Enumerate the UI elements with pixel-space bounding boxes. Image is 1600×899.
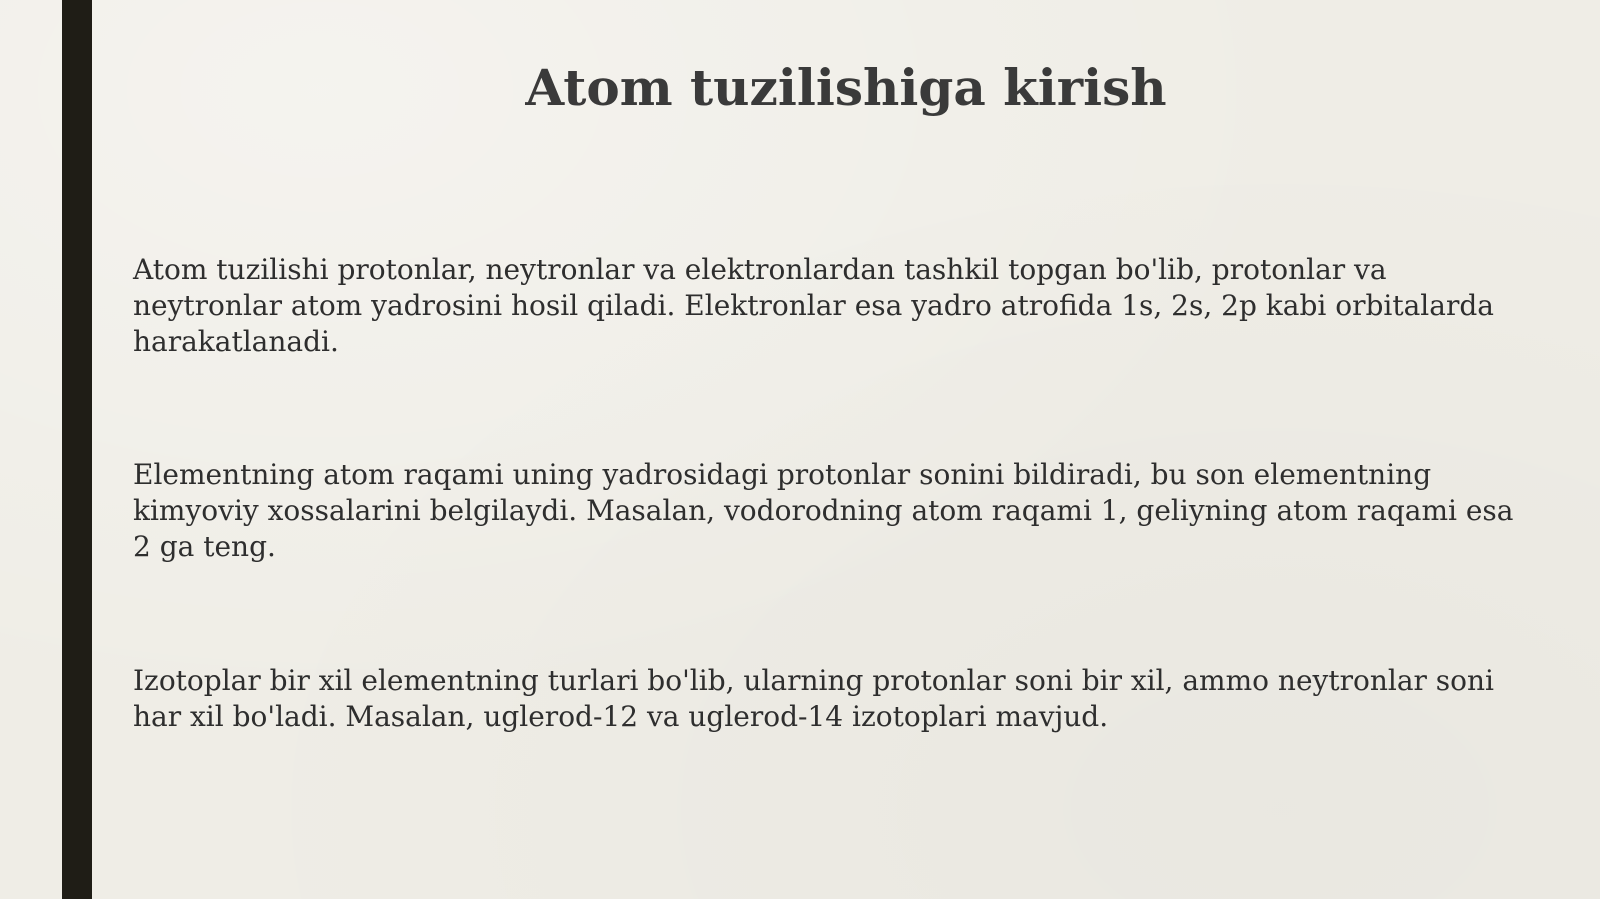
paragraph-atom-structure: Atom tuzilishi protonlar, neytronlar va elektronlardan tashkil topgan bo'lib, protonlar va neytronlar atom yadrosini hosil qiladi. Elektronlar esa yadro atrofida 1s, 2s, 2p kabi orbitalarda harakatlanadi. bbox=[133, 253, 1494, 358]
left-accent-bar bbox=[62, 0, 92, 899]
slide-title: Atom tuzilishiga kirish bbox=[525, 58, 1167, 117]
paragraph-isotopes: Izotoplar bir xil elementning turlari bo'lib, ularning protonlar soni bir xil, ammo neytronlar soni har xil bo'ladi. Masalan, uglerod-12 va uglerod-14 izotoplari mavjud. bbox=[133, 664, 1495, 733]
paragraph-atomic-number: Elementning atom raqami uning yadrosidagi protonlar sonini bildiradi, bu son elementning kimyoviy xossalarini belgilaydi. Masalan, vodorodning atom raqami 1, geliyning atom raqami esa 2 ga teng. bbox=[133, 458, 1514, 563]
